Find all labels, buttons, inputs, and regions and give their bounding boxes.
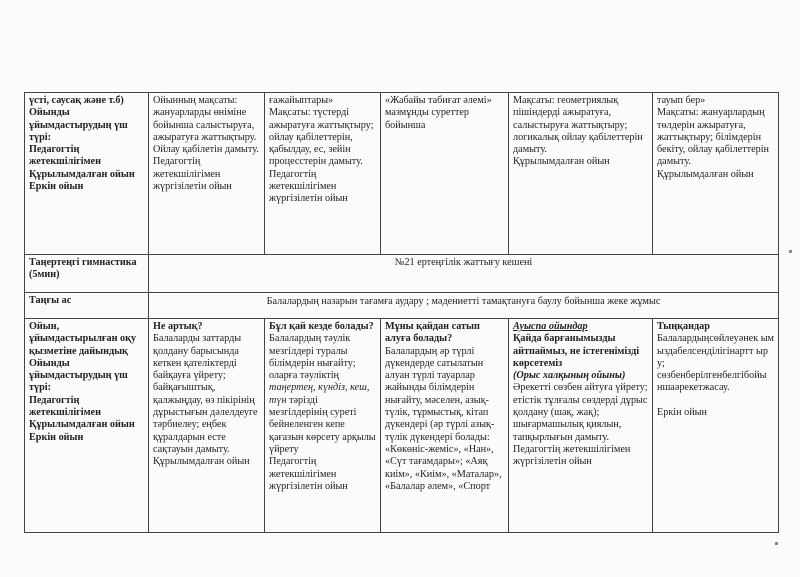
game-origin: (Орыс халқының ойыны) (513, 370, 626, 382)
table-row (25, 293, 779, 319)
row-label-breakfast (25, 293, 149, 319)
scan-mark (789, 250, 792, 253)
game-title: Қайда барғанымызды айтпаймыз, не істегенімізді көрсетеміз (513, 333, 640, 369)
cell-text: Мақсаты: геометриялық пішіндерді ажыратуға, салыстыруға жаттықтыру; логикалық ойлау қабілеттерін дамыту. Құрылымдалған ойын (513, 95, 643, 168)
table-cell (381, 93, 509, 255)
game-title: Бұл қай кезде болады? (269, 321, 374, 332)
cell-text: Балалардың назарын тағамға аудару ; мәдениетті тамақтануға баулу бойынша жеке жұмыс (266, 296, 661, 307)
cell-text: Таңғы ас (29, 295, 72, 306)
game-title: Не артық? (153, 321, 203, 332)
game-title: Мұны қайдан сатып алуға болады? (385, 321, 480, 345)
cell-text: ғажайыптары» Мақсаты: түстерді ажыратуға жаттықтыру; ойлау қабілеттерін, қабылдау, ес, зейін процесстерін дамыту. Педагогтің жетекшілігімен жүргізілетін ойын (269, 95, 374, 205)
cell-italic-text: таңертең, күндіз, кеш, түн (269, 382, 370, 406)
table-cell (653, 93, 779, 255)
table-cell (149, 293, 779, 319)
table-cell (509, 319, 653, 533)
table-row (25, 255, 779, 293)
row-label-preparation (25, 319, 149, 533)
cell-text: Балаларды заттарды қолдану барысында кеткен қателіктерді байқауға үйрету; байқағыштық, қалжыңдау, өз пікірінің дұрыстығын дәлелдеуге тәрбиелеу; еңбек құралдарын есте сақтауын дамыту. Құрылымдалған ойын (153, 333, 258, 468)
table-cell (265, 319, 381, 533)
table-row (25, 93, 779, 255)
cell-text: Ойынның мақсаты: жануарларды өніміне бойынша салыстыруға, ажыратуға жаттықтыру. Ойлау қабілетін дамыту. Педагогтің жетекшілігімен жүргізілетін ойын (153, 95, 259, 193)
schedule-table (24, 92, 779, 533)
cell-text: №21 ертеңгілік жаттығу кешені (394, 257, 533, 268)
table-cell (149, 93, 265, 255)
cell-text: Ойын, ұйымдастырылған оқу қызметіне дайындық Ойынды ұйымдастырудың үш түрі: Педагогтің жетекшілігімен Құрылымдалған ойын Еркін ойын (29, 321, 137, 443)
cell-text: Балалардың әр түрлі дүкендерде сатылатын алуан түрлі тауарлар жайынды білімдерін нығайту, мәселен, азық-түлік, тұрмыстық, кітап дүкендері (әр түрлі азық-түлік дүкендері болады: «Көкөніс-жеміс», «Нан», «Сүт тағамдары»; «Аяқ киім», «Киім», «Маталар», «Балалар әлем», «Спорт (385, 345, 502, 492)
cell-text: Әрекетті сөзбен айтуға үйрету; етістік тұлғалы сөздерді дұрыс қолдану (шақ, жақ); шығармашылық қиялын, тапқырлығын дамыту. Педагогтің жетекшілігімен жүргізілетін ойын (513, 382, 648, 468)
table-cell (149, 255, 779, 293)
cell-text: тауып бер» Мақсаты: жануарлардың төлдерін ажыратуға, жаттықтыру; білімдерін бекіту, ойлау қабілеттерін дамыту. Құрылымдалған ойын (657, 95, 770, 180)
table-cell (265, 93, 381, 255)
cell-text: Балалардыңсөйлеуәнек ымыздабелсенділігінартт ыру; сөзбенберілгенбелгібойы ншаәрекетжасау. Еркін ойын (657, 333, 774, 419)
cell-text: үсті, саусақ және т.б) Ойынды ұйымдастырудың үш түрі: Педагогтің жетекшілігімен Құрылымдалған ойын Еркін ойын (29, 95, 135, 193)
table-cell (381, 319, 509, 533)
table-cell (149, 319, 265, 533)
game-category: Ауыспа ойындар (513, 321, 588, 332)
cell-text: Балалардың тәулік мезгілдері туралы білімдерін нығайту; оларға тәуліктің (269, 333, 356, 382)
cell-text: Таңертеңгі гимнастика (5мин) (29, 257, 137, 281)
table-row (25, 319, 779, 533)
table-cell (509, 93, 653, 255)
scan-mark (775, 542, 778, 545)
game-title: Тыңқандар (657, 321, 710, 332)
table-cell (653, 319, 779, 533)
row-label-games (25, 93, 149, 255)
cell-text: тәрізді мезгілдерінің суреті бейнеленген кепе қағазын көрсету арқылы үйрету Педагогтің жетекшілігімен жүргізілетін ойын (269, 394, 376, 492)
row-label-gymnastics (25, 255, 149, 293)
cell-text: «Жабайы табиғат әлемі» мазмұнды суреттер бойынша (385, 95, 492, 131)
